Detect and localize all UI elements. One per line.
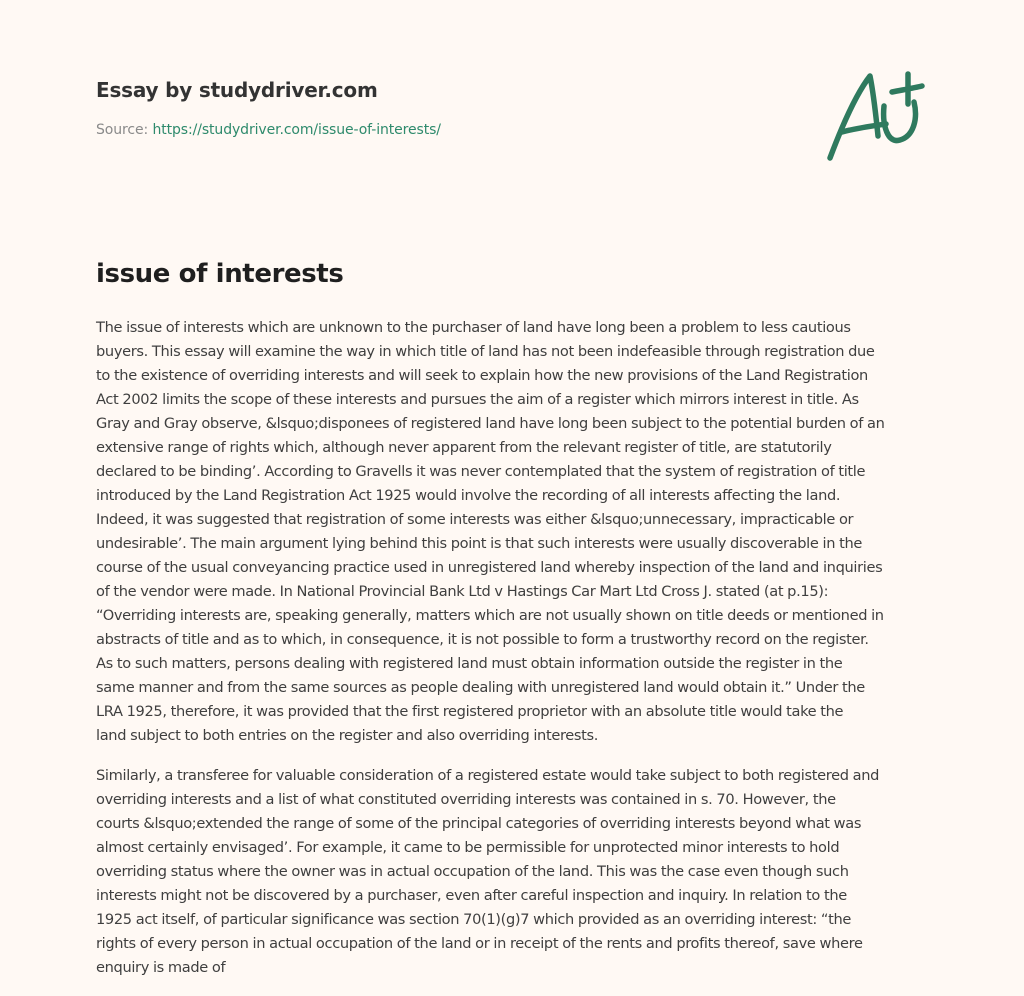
essay-body [96, 316, 932, 996]
text-line: extensive range of rights which, although never apparent from the relevant register of title, are statutorily [96, 439, 832, 456]
source-line [96, 120, 796, 140]
text-line: interests might not be discovered by a purchaser, even after careful inspection and inquiry. In relation to the [96, 887, 847, 904]
text-line: The issue of interests which are unknown to the purchaser of land have long been a problem to less cautious [96, 319, 851, 336]
site-title: Essay by studydriver.com [96, 78, 378, 102]
text-line: enquiry is made of [96, 959, 226, 976]
essay-title: issue of interests [96, 259, 344, 289]
essay-paragraph [96, 764, 932, 980]
text-line: undesirable’. The main argument lying behind this point is that such interests were usually discoverable in the [96, 535, 862, 552]
text-line: declared to be binding’. According to Gravells it was never contemplated that the system of registration of title [96, 463, 866, 480]
text-line: rights of every person in actual occupation of the land or in receipt of the rents and profits thereof, save where [96, 935, 863, 952]
text-line: Indeed, it was suggested that registration of some interests was either &lsquo;unnecessary, impracticable or [96, 511, 854, 528]
source-link[interactable]: https://studydriver.com/issue-of-interests/ [152, 122, 441, 138]
text-line: buyers. This essay will examine the way in which title of land has not been indefeasible through registration due [96, 343, 875, 360]
text-line: overriding status where the owner was in actual occupation of the land. This was the case even though such [96, 863, 849, 880]
text-line: almost certainly envisaged’. For example, it came to be permissible for unprotected minor interests to hold [96, 839, 840, 856]
text-line: same manner and from the same sources as people dealing with unregistered land would obtain it.” Under the [96, 679, 865, 696]
text-line: courts &lsquo;extended the range of some of the principal categories of overriding interests beyond what was [96, 815, 862, 832]
source-label: Source: [96, 122, 153, 138]
text-line: Similarly, a transferee for valuable consideration of a registered estate would take subject to both registered and [96, 767, 880, 784]
text-line: Act 2002 limits the scope of these interests and pursues the aim of a register which mirrors interest in title. As [96, 391, 859, 408]
essay-header [96, 76, 796, 140]
text-line: 1925 act itself, of particular significance was section 70(1)(g)7 which provided as an overriding interest: “the [96, 911, 851, 928]
text-line: to the existence of overriding interests and will seek to explain how the new provisions of the Land Registration [96, 367, 868, 384]
text-line: land subject to both entries on the register and also overriding interests. [96, 727, 599, 744]
a-plus-grade-icon [822, 66, 930, 166]
text-line: course of the usual conveyancing practice used in unregistered land whereby inspection of the land and inquiries [96, 559, 883, 576]
text-line: Gray and Gray observe, &lsquo;disponees of registered land have long been subject to the potential burden of an [96, 415, 885, 432]
text-line: LRA 1925, therefore, it was provided that the first registered proprietor with an absolute title would take the [96, 703, 844, 720]
text-line: “Overriding interests are, speaking generally, matters which are not usually shown on title deeds or mentioned in [96, 607, 884, 624]
text-line: of the vendor were made. In National Provincial Bank Ltd v Hastings Car Mart Ltd Cross J. stated (at p.15): [96, 583, 829, 600]
text-line: abstracts of title and as to which, in consequence, it is not possible to form a trustworthy record on the register. [96, 631, 869, 648]
text-line: overriding interests and a list of what constituted overriding interests was contained in s. 70. However, the [96, 791, 836, 808]
essay-paragraph [96, 316, 932, 748]
text-line: introduced by the Land Registration Act 1925 would involve the recording of all interests affecting the land. [96, 487, 841, 504]
text-line: As to such matters, persons dealing with registered land must obtain information outside the register in the [96, 655, 843, 672]
